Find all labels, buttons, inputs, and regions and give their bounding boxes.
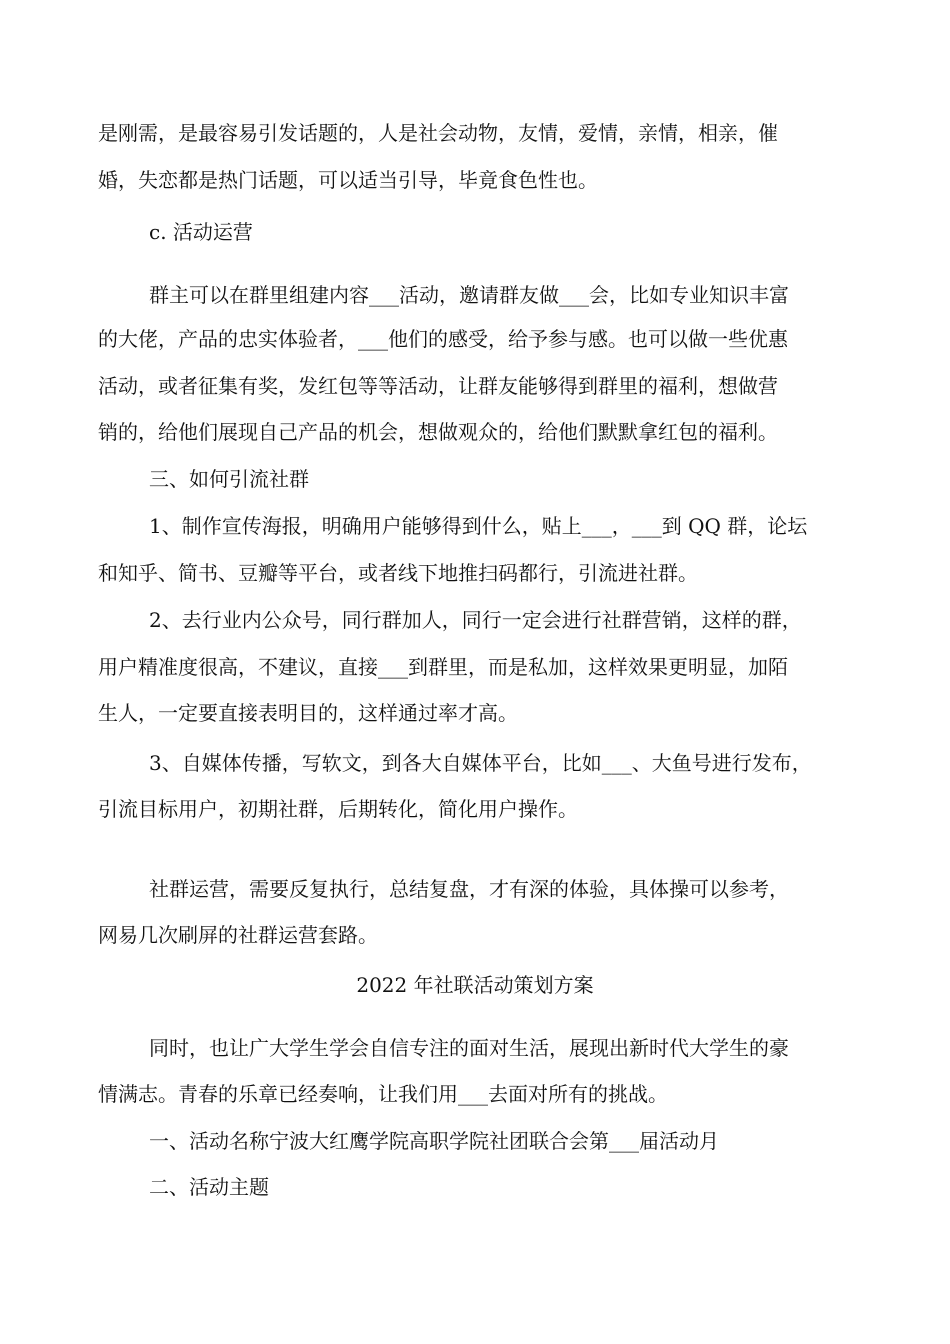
paragraph-line: 1、制作宣传海报，明确用户能够得到什么，贴上___，___到 QQ 群，论坛 — [149, 514, 808, 538]
paragraph-line: 社群运营，需要反复执行，总结复盘，才有深的体验，具体操可以参考， — [149, 877, 789, 901]
section-heading: c. 活动运营 — [149, 220, 253, 244]
paragraph-line: 2、去行业内公众号，同行群加人，同行一定会进行社群营销，这样的群， — [149, 608, 802, 632]
paragraph-line: 网易几次刷屏的社群运营套路。 — [98, 923, 378, 947]
paragraph-line: 是刚需，是最容易引发话题的，人是社会动物，友情，爱情，亲情，相亲，催 — [98, 121, 778, 145]
paragraph-line: 生人，一定要直接表明目的，这样通过率才高。 — [98, 701, 518, 725]
section-heading: 二、活动主题 — [149, 1175, 269, 1199]
section-heading: 三、如何引流社群 — [149, 467, 309, 491]
paragraph-line: 同时，也让广大学生学会自信专注的面对生活，展现出新时代大学生的豪 — [149, 1036, 789, 1060]
paragraph-line: 活动，或者征集有奖，发红包等等活动，让群友能够得到群里的福利，想做营 — [98, 374, 778, 398]
paragraph-line: 3、自媒体传播，写软文，到各大自媒体平台，比如___、大鱼号进行发布， — [149, 751, 812, 775]
paragraph-line: 婚，失恋都是热门话题，可以适当引导，毕竟食色性也。 — [98, 168, 598, 192]
paragraph-line: 情满志。青春的乐章已经奏响，让我们用___去面对所有的挑战。 — [98, 1082, 668, 1106]
paragraph-line: 引流目标用户，初期社群，后期转化，简化用户操作。 — [98, 797, 578, 821]
document-title: 2022 年社联活动策划方案 — [356, 973, 594, 997]
section-heading: 一、活动名称宁波大红鹰学院高职学院社团联合会第___届活动月 — [149, 1129, 719, 1153]
paragraph-line: 群主可以在群里组建内容___活动，邀请群友做___会，比如专业知识丰富 — [149, 283, 789, 307]
paragraph-line: 和知乎、简书、豆瓣等平台，或者线下地推扫码都行，引流进社群。 — [98, 561, 698, 585]
paragraph-line: 用户精准度很高，不建议，直接___到群里，而是私加，这样效果更明显，加陌 — [98, 655, 788, 679]
paragraph-line: 的大佬，产品的忠实体验者，___他们的感受，给予参与感。也可以做一些优惠 — [98, 327, 788, 351]
paragraph-line: 销的，给他们展现自己产品的机会，想做观众的，给他们默默拿红包的福利。 — [98, 420, 778, 444]
